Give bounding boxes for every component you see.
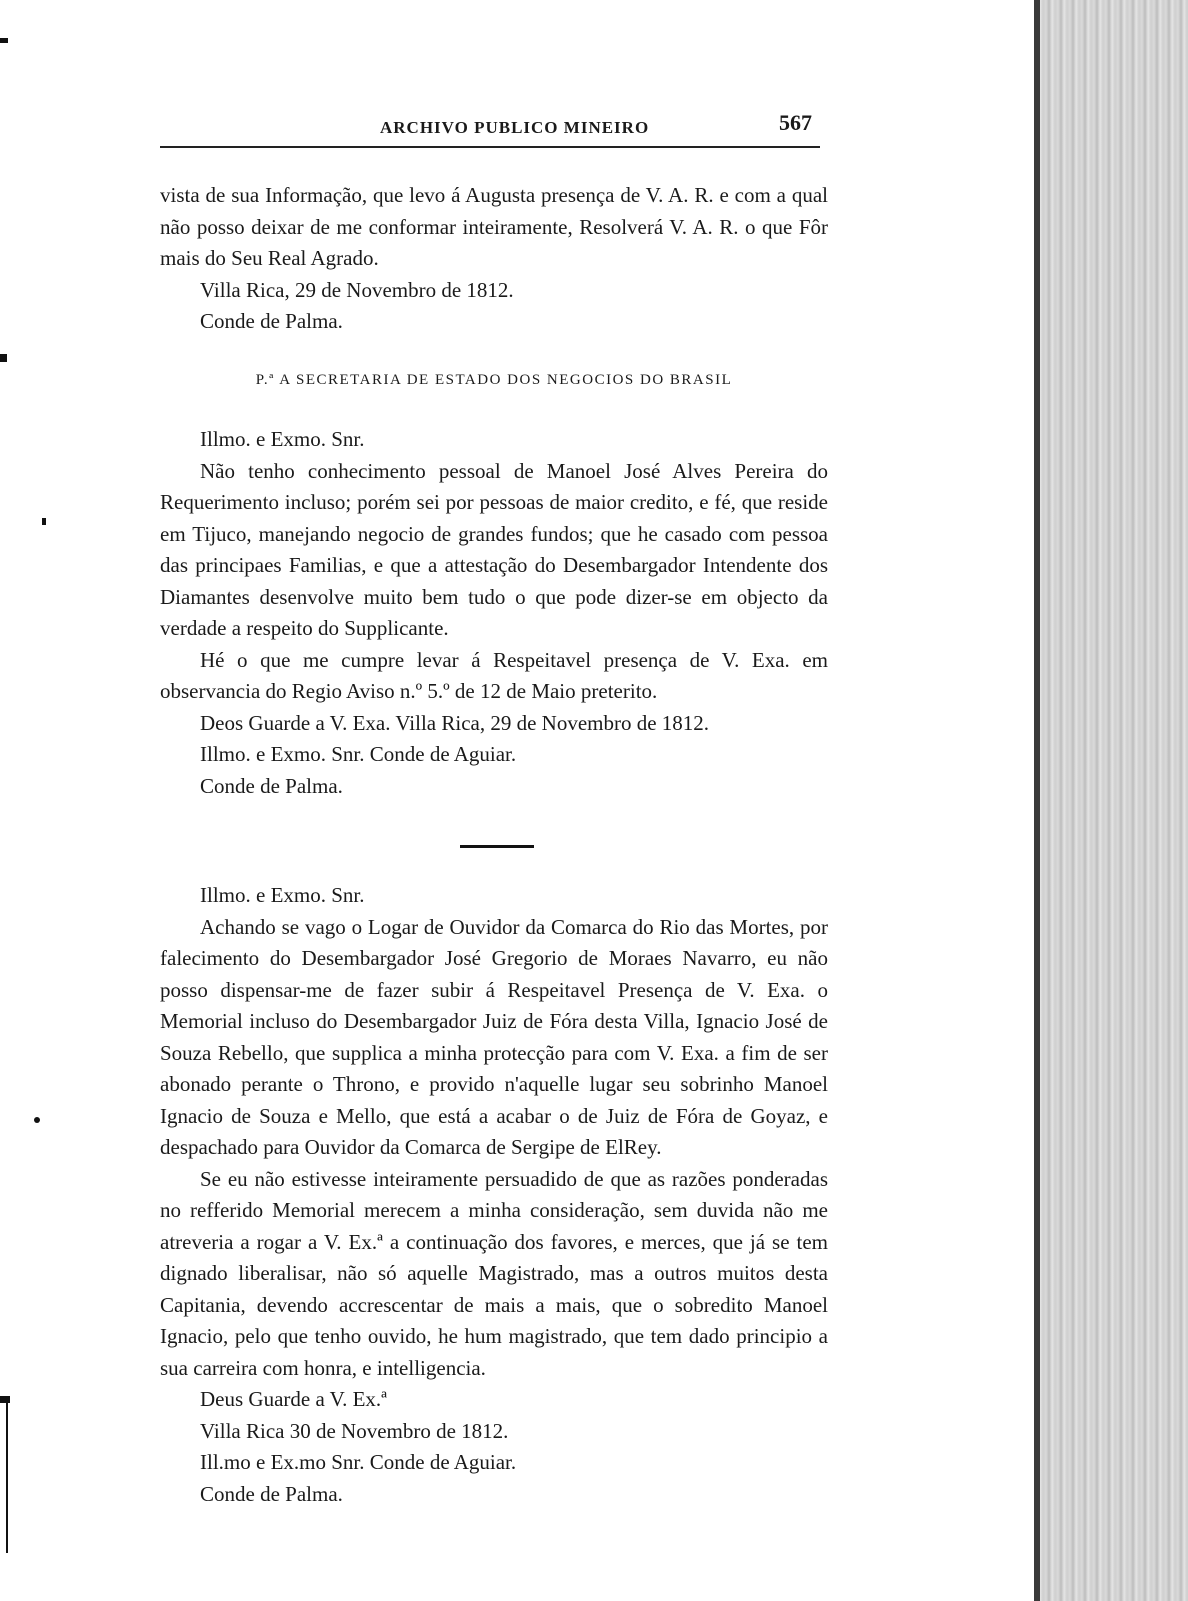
adjacent-page-edge xyxy=(1040,0,1188,1601)
scan-mark xyxy=(0,38,8,43)
page-number: 567 xyxy=(779,110,812,135)
signature: Conde de Palma. xyxy=(200,773,343,798)
section-heading: P.ª A SECRETARIA DE ESTADO DOS NEGOCIOS DO BRASIL xyxy=(255,372,733,388)
header-rule xyxy=(160,146,820,148)
scan-mark xyxy=(0,354,7,362)
scan-mark xyxy=(34,1117,40,1123)
place-date: Villa Rica, 29 de Novembro de 1812. xyxy=(200,277,514,302)
section-divider xyxy=(460,845,534,848)
letter-2 xyxy=(160,424,828,802)
place-date: Villa Rica 30 de Novembro de 1812. xyxy=(200,1418,509,1443)
scan-mark xyxy=(42,518,46,525)
body-paragraph: Achando se vago o Logar de Ouvidor da Comarca do Rio das Mortes, por falecimento do Desembargador José Gregorio de Moraes Navarro, eu não posso dispensar-me de fazer subir á Respeitavel Presença de V. Exa. o Memorial incluso do Desembargador Juiz de Fóra desta Villa, Ignacio José de Souza Rebello, que supplica a minha protecção para com V. Exa. a fim de ser abonado perante o Throno, e provido n'aquelle lugar seu sobrinho Manoel Ignacio de Souza e Mello, que está a acabar o de Juiz de Fóra de Goyaz, e despachado para Ouvidor da Comarca de Sergipe de ElRey. xyxy=(160,914,828,1159)
body-paragraph: Não tenho conhecimento pessoal de Manoel José Alves Pereira do Requerimento incluso; porém sei por pessoas de maior credito, e fé, que reside em Tijuco, manejando negocio de grandes fundos; que he casado com pessoa das principaes Familias, e que a attestação do Desembargador Intendente dos Diamantes desenvolve muito bem tudo o que pode dizer-se em objecto da verdade a respeito do Supplicante. xyxy=(160,458,828,640)
signature: Conde de Palma. xyxy=(200,309,343,333)
body-paragraph: Hé o que me cumpre levar á Respeitavel presença de V. Exa. em observancia do Regio Aviso n.º 5.º de 12 de Maio preterito. xyxy=(160,647,828,703)
letter-1-ending xyxy=(160,180,828,338)
letter-3 xyxy=(160,880,828,1510)
salutation: Illmo. e Exmo. Snr. xyxy=(200,883,365,907)
scan-mark xyxy=(6,1403,8,1553)
page-header xyxy=(160,110,820,150)
signature: Conde de Palma. xyxy=(200,1481,343,1506)
addressee: Illmo. e Exmo. Snr. Conde de Aguiar. xyxy=(200,742,517,766)
scan-mark xyxy=(0,1396,10,1403)
salutation: Illmo. e Exmo. Snr. xyxy=(200,427,365,451)
body-paragraph: vista de sua Informação, que levo á Augusta presença de V. A. R. e com a qual não posso deixar de me conformar inteiramente, Resolverá V. A. R. o que Fôr mais do Seu Real Agrado. xyxy=(160,183,828,270)
closing: Deos Guarde a V. Exa. Villa Rica, 29 de Novembro de 1812. xyxy=(200,710,710,735)
running-title: ARCHIVO PUBLICO MINEIRO xyxy=(380,118,650,137)
body-paragraph: Se eu não estivesse inteiramente persuadido de que as razões ponderadas no refferido Memorial merecem a minha consideração, sem duvida não me atreveria a rogar a V. Ex.ª a continuação dos favores, e merces, que já se tem dignado liberalisar, não só aquelle Magistrado, mas a outros muitos desta Capitania, devendo accrescentar de mais a mais, que o sobredito Manoel Ignacio, pelo que tenho ouvido, he hum magistrado, que tem dado principio a sua carreira com honra, e intelligencia. xyxy=(160,1166,828,1380)
closing: Deus Guarde a V. Ex.ª xyxy=(200,1387,387,1411)
addressee: Ill.mo e Ex.mo Snr. Conde de Aguiar. xyxy=(200,1450,517,1474)
